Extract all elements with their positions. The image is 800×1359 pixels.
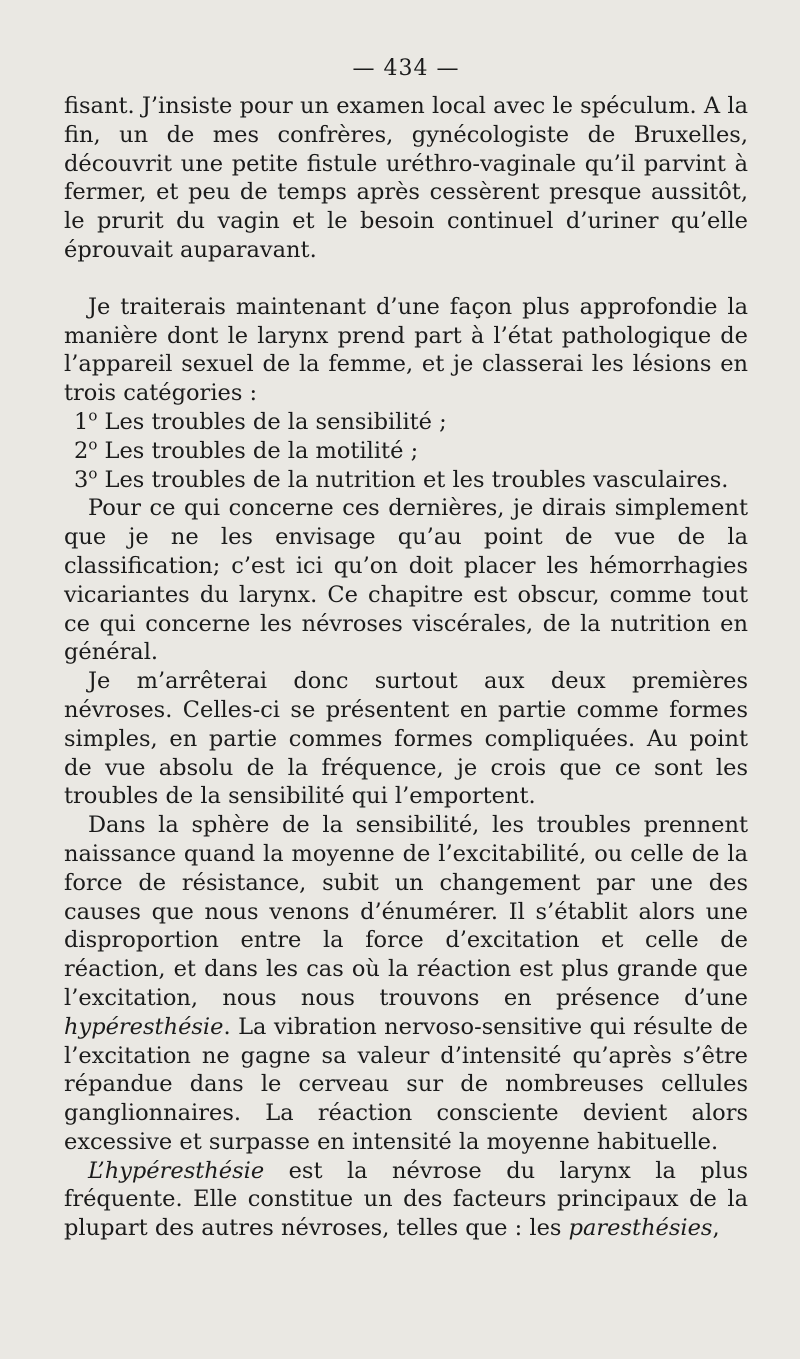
paragraph-5: [64, 811, 748, 1157]
page-number: — 434 —: [352, 56, 460, 81]
paragraph-2: Je traiterais maintenant d’une façon plus approfondie la manière dont le larynx prend part à l’état pathologique de l’appareil sexuel de la femme, et je classerai les lésions en trois catégories :: [64, 293, 748, 407]
body-text: [64, 92, 748, 1243]
paragraph-4: Je m’arrêterai donc surtout aux deux premières névroses. Celles-ci se présentent en partie comme formes simples, en partie commes formes compliquées. Au point de vue absolu de la fréquence, je crois que ce sont les troubles de la sensibilité qui l’emportent.: [64, 668, 748, 810]
list-item-3-text: Les troubles de la nutrition et les troubles vasculaires.: [97, 466, 729, 493]
paragraph-1: fisant. J’insiste pour un examen local avec le spéculum. A la fin, un de mes confrères, gynécologiste de Bruxelles, découvrit une petite fistule uréthro-vaginale qu’il parvint à fermer, et peu de temps après cessèrent presque aussitôt, le prurit du vagin et le besoin continuel d’uriner qu’elle éprouvait auparavant.: [64, 93, 748, 263]
list-item-3: [64, 466, 748, 495]
list-item-1-ordinal: o: [88, 406, 98, 425]
list-item-3-ordinal: o: [88, 464, 98, 483]
paragraph-6-emphasis-2: paresthésies: [568, 1215, 713, 1242]
paragraph-6-part-a: est la névrose du larynx la plus fréquente. Elle constitue un des facteurs principaux de la plupart des autres névroses, telles que : les: [64, 1157, 748, 1242]
paragraph-5-emphasis: hypéresthésie: [64, 1013, 224, 1040]
list-item-1: [64, 408, 748, 437]
list-item-3-number: 3: [74, 466, 89, 493]
list-item-1-text: Les troubles de la sensibilité ;: [97, 408, 447, 435]
paragraph-6-emphasis: L’hypéresthésie: [88, 1157, 265, 1184]
list-item-2-text: Les troubles de la motilité ;: [97, 437, 419, 464]
paragraph-5-part-b: . La vibration nervoso-sensitive qui résulte de l’excitation ne gagne sa valeur d’intensité qu’après s’être répandue dans le cerveau sur de nombreuses cellules ganglionnaires. La réaction consciente devient alors excessive et surpasse en intensité la moyenne habituelle.: [64, 1013, 748, 1155]
paragraph-6-part-b: ,: [712, 1215, 720, 1242]
list-item-1-number: 1: [74, 408, 89, 435]
paragraph-3: Pour ce qui concerne ces dernières, je dirais simplement que je ne les envisage qu’au point de vue de la classification; c’est ici qu’on doit placer les hémorrhagies vicariantes du larynx. Ce chapitre est obscur, comme tout ce qui concerne les névroses viscérales, de la nutrition en général.: [64, 495, 748, 666]
list-item-2-ordinal: o: [88, 435, 98, 454]
list-item-2: [64, 437, 748, 466]
paragraph-6: [64, 1157, 748, 1243]
paragraph-5-part-a: Dans la sphère de la sensibilité, les troubles prennent naissance quand la moyenne de l’excitabilité, ou celle de la force de résistance, subit un changement par une des causes que nous venons d’énumérer. Il s’établit alors une disproportion entre la force d’excitation et celle de réaction, et dans les cas où la réaction est plus grande que l’excitation, nous nous trouvons en présence d’une: [64, 812, 748, 1011]
list-item-2-number: 2: [74, 437, 89, 464]
paragraph-gap: [64, 265, 748, 293]
